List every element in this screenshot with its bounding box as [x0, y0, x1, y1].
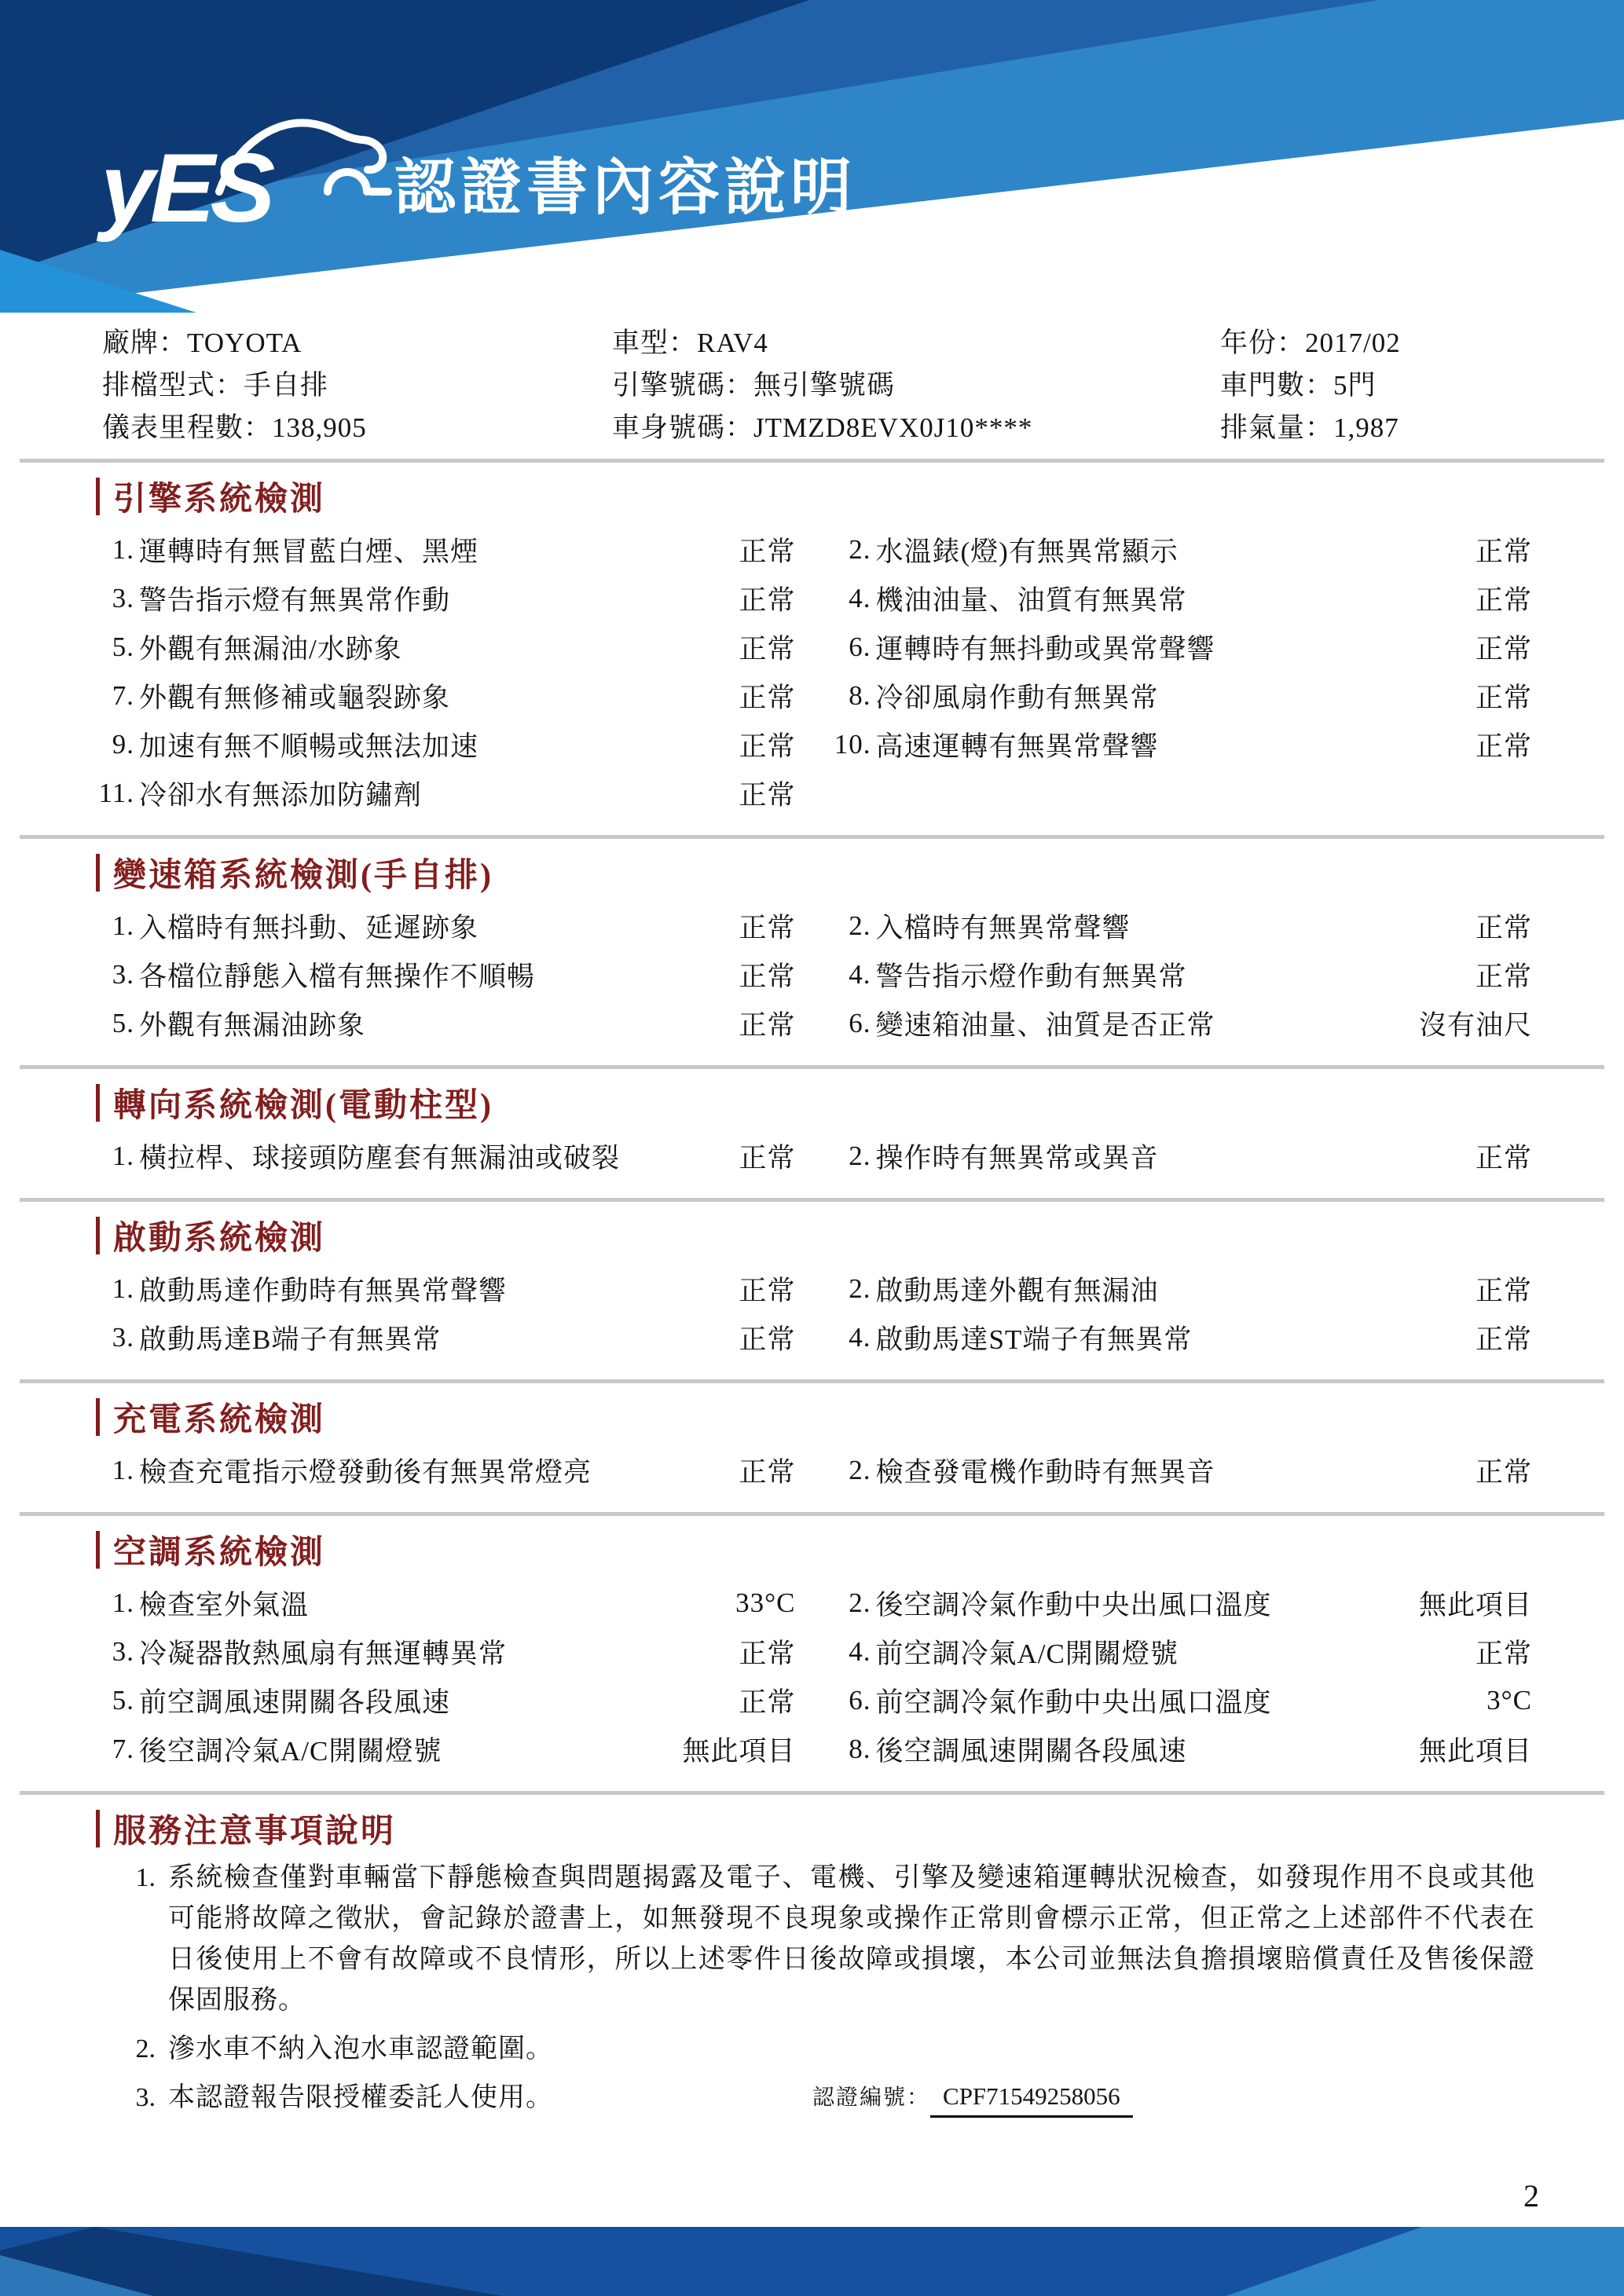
item-label: 警告指示燈作動有無異常 — [875, 961, 1187, 992]
check-item — [796, 1725, 1533, 1774]
section-divider — [20, 1791, 1604, 1795]
vehicle-info-field — [1220, 407, 1624, 449]
item-label: 高速運轉有無異常聲響 — [875, 731, 1159, 762]
check-item — [59, 525, 796, 574]
section-header — [96, 1216, 1624, 1255]
check-item — [796, 999, 1533, 1048]
item-status: 正常 — [1475, 913, 1532, 943]
item-status: 正常 — [1475, 683, 1532, 713]
section-header — [96, 1083, 1624, 1122]
vehicle-info-field — [612, 407, 1220, 449]
vehicle-info-label: 廠牌： — [102, 328, 188, 358]
section-divider — [20, 835, 1604, 839]
item-number: 6. — [849, 632, 871, 662]
section-title: 轉向系統檢測(電動柱型) — [113, 1088, 493, 1124]
check-item — [796, 1628, 1533, 1676]
item-number: 8. — [849, 1734, 871, 1764]
note-text: 本認證報告限授權委託人使用。 — [168, 2083, 553, 2112]
item-label: 外觀有無修補或龜裂跡象 — [139, 683, 451, 713]
item-label: 後空調冷氣作動中央出風口溫度 — [875, 1590, 1272, 1620]
item-label: 機油油量、油質有無異常 — [875, 585, 1187, 616]
item-label: 運轉時有無冒藍白煙、黑煙 — [139, 536, 479, 567]
check-item — [796, 525, 1533, 574]
check-item — [59, 999, 796, 1048]
vehicle-info-label: 引擎號碼： — [612, 370, 754, 401]
check-item — [59, 1725, 796, 1774]
item-status: 正常 — [1475, 536, 1532, 567]
vehicle-info-value: 手自排 — [244, 370, 329, 401]
item-number: 5. — [112, 1685, 134, 1716]
item-number: 1. — [112, 1141, 134, 1171]
check-item — [796, 950, 1533, 999]
certificate-number-value: CPF71549258056 — [930, 2078, 1133, 2118]
section-divider — [20, 1512, 1604, 1516]
check-item — [59, 720, 796, 769]
check-items — [0, 1440, 1624, 1501]
page-footer — [0, 2227, 1624, 2296]
vehicle-info-field — [102, 364, 612, 407]
check-item — [796, 1132, 1533, 1181]
item-status: 正常 — [739, 731, 796, 762]
service-notes-list — [0, 1851, 1624, 2118]
item-status: 沒有油尺 — [1418, 1010, 1532, 1041]
service-note — [110, 2078, 1553, 2118]
item-number: 2. — [849, 1141, 871, 1171]
section-header — [96, 1809, 1624, 1848]
vehicle-info — [0, 314, 1624, 449]
item-number: 11. — [98, 778, 134, 808]
item-number: 9. — [112, 729, 134, 760]
item-label: 水溫錶(燈)有無異常顯示 — [875, 536, 1179, 567]
item-status: 無此項目 — [1418, 1590, 1532, 1620]
item-number: 6. — [849, 1685, 871, 1716]
vehicle-info-value: 1,987 — [1333, 412, 1399, 443]
vehicle-info-label: 車身號碼： — [612, 412, 754, 443]
check-item — [796, 720, 1533, 769]
item-number: 3. — [112, 583, 134, 613]
check-item — [796, 1313, 1533, 1362]
page-header — [0, 0, 1624, 313]
section-title: 啟動系統檢測 — [113, 1221, 326, 1257]
item-number: 2. — [849, 1273, 871, 1304]
item-label: 冷凝器散熱風扇有無運轉異常 — [139, 1639, 508, 1669]
item-number: 4. — [849, 1636, 871, 1667]
note-text: 系統檢查僅對車輛當下靜態檢查與問題揭露及電子、電機、引擎及變速箱運轉狀況檢查，如發現作用不良或其他可能將故障之徵狀，會記錄於證書上，如無發現不良現象或操作正常則會標示正常，但正常之上述部件不代表在日後使用上不會有故障或不良情形，所以上述零件日後故障或損壞，本公司並無法負擔損壞賠償責任及售後保證保固服務。 — [168, 1863, 1535, 2015]
vehicle-info-field — [1220, 322, 1624, 364]
check-item — [796, 902, 1533, 950]
item-status: 正常 — [1475, 634, 1532, 665]
item-label: 運轉時有無抖動或異常聲響 — [875, 634, 1215, 665]
vehicle-info-field — [612, 364, 1220, 407]
check-items — [0, 1258, 1624, 1368]
item-number: 2. — [849, 1587, 871, 1618]
item-label: 變速箱油量、油質是否正常 — [875, 1010, 1215, 1041]
item-label: 入檔時有無異常聲響 — [875, 913, 1131, 943]
vehicle-info-label: 排氣量： — [1220, 412, 1334, 443]
vehicle-info-label: 儀表里程數： — [102, 412, 273, 443]
vehicle-info-label: 年份： — [1220, 328, 1306, 358]
section-title: 服務注意事項說明 — [113, 1814, 397, 1850]
item-status: 正常 — [739, 780, 796, 811]
section-title: 引擎系統檢測 — [113, 482, 326, 518]
item-number: 3. — [112, 1322, 134, 1353]
item-label: 加速有無不順暢或無法加速 — [139, 731, 479, 762]
note-text: 滲水車不納入泡水車認證範圍。 — [168, 2034, 553, 2063]
item-label: 前空調冷氣作動中央出風口溫度 — [875, 1687, 1272, 1718]
check-items — [0, 1573, 1624, 1780]
item-label: 冷卻水有無添加防鏽劑 — [139, 780, 423, 811]
check-item — [796, 1446, 1533, 1495]
check-section — [0, 1530, 1624, 1795]
section-header — [96, 477, 1624, 516]
vehicle-info-column — [612, 322, 1220, 449]
item-label: 前空調冷氣A/C開關燈號 — [875, 1639, 1179, 1669]
check-item — [59, 623, 796, 672]
check-item — [796, 623, 1533, 672]
page-title: 認證書內容說明 — [394, 152, 857, 222]
item-label: 檢查充電指示燈發動後有無異常燈亮 — [139, 1457, 592, 1488]
item-number: 4. — [849, 1322, 871, 1353]
vehicle-info-value: 2017/02 — [1305, 328, 1401, 358]
item-number: 6. — [849, 1008, 871, 1038]
item-label: 入檔時有無抖動、延遲跡象 — [139, 913, 479, 943]
check-item — [796, 574, 1533, 623]
vehicle-info-value: 5門 — [1333, 370, 1377, 401]
check-item — [59, 1579, 796, 1628]
item-label: 啟動馬達作動時有無異常聲響 — [139, 1276, 508, 1306]
item-status: 正常 — [739, 1639, 796, 1669]
item-number: 7. — [112, 1734, 134, 1764]
check-section — [0, 853, 1624, 1069]
item-number: 2. — [849, 534, 871, 565]
item-label: 啟動馬達B端子有無異常 — [139, 1324, 442, 1355]
certificate-number-group — [812, 2078, 1133, 2118]
vehicle-info-field — [102, 322, 612, 364]
item-status: 正常 — [739, 536, 796, 567]
item-status: 正常 — [1475, 961, 1532, 992]
item-label: 各檔位靜態入檔有無操作不順暢 — [139, 961, 536, 992]
check-item — [59, 1446, 796, 1495]
check-item — [59, 769, 796, 818]
footer-background-shapes — [0, 2227, 1624, 2296]
item-label: 警告指示燈有無異常作動 — [139, 585, 451, 616]
check-item — [59, 574, 796, 623]
vehicle-info-value: 138,905 — [272, 412, 367, 443]
item-label: 檢查室外氣溫 — [139, 1590, 310, 1620]
section-marker — [96, 1217, 100, 1254]
vehicle-info-column — [102, 322, 612, 449]
check-item — [59, 1265, 796, 1313]
item-label: 後空調風速開關各段風速 — [875, 1736, 1187, 1767]
section-divider — [20, 1379, 1604, 1383]
vehicle-info-label: 車門數： — [1220, 370, 1334, 401]
section-header — [96, 1530, 1624, 1569]
section-divider — [20, 1198, 1604, 1202]
item-label: 啟動馬達ST端子有無異常 — [875, 1324, 1193, 1355]
item-number: 3. — [112, 1636, 134, 1667]
check-item — [59, 1628, 796, 1676]
item-status: 正常 — [739, 1687, 796, 1718]
check-item — [796, 672, 1533, 720]
item-number: 1. — [112, 910, 134, 941]
item-label: 後空調冷氣A/C開關燈號 — [139, 1736, 442, 1767]
check-items — [0, 895, 1624, 1054]
certificate-number-label: 認證編號： — [812, 2085, 931, 2110]
item-status: 正常 — [739, 585, 796, 616]
item-number: 5. — [112, 632, 134, 662]
check-sections — [0, 477, 1624, 1795]
check-item — [59, 672, 796, 720]
item-number: 2. — [849, 910, 871, 941]
check-item — [796, 1265, 1533, 1313]
item-status: 正常 — [739, 1276, 796, 1306]
section-marker — [96, 1084, 100, 1122]
item-number: 5. — [112, 1008, 134, 1038]
vehicle-info-label: 排檔型式： — [102, 370, 244, 401]
item-number: 7. — [112, 680, 134, 711]
item-number: 1. — [112, 1273, 134, 1304]
vehicle-info-value: RAV4 — [697, 328, 768, 358]
check-item — [796, 1579, 1533, 1628]
section-marker — [96, 1398, 100, 1436]
item-number: 3. — [112, 959, 134, 990]
item-label: 操作時有無異常或異音 — [875, 1143, 1159, 1174]
page-number: 2 — [1523, 2178, 1539, 2214]
item-status: 無此項目 — [682, 1736, 796, 1767]
item-status: 正常 — [1475, 1324, 1532, 1355]
item-status: 正常 — [1475, 585, 1532, 616]
item-number: 1. — [112, 1455, 134, 1485]
section-marker — [96, 1531, 100, 1569]
check-item — [59, 1676, 796, 1725]
check-section — [0, 1216, 1624, 1383]
item-label: 冷卻風扇作動有無異常 — [875, 683, 1159, 713]
service-notes-section — [0, 1809, 1624, 2118]
check-section — [0, 1397, 1624, 1516]
item-status: 正常 — [1475, 1639, 1532, 1669]
check-section — [0, 1083, 1624, 1202]
check-item — [59, 1313, 796, 1362]
section-marker — [96, 854, 100, 892]
item-label: 橫拉桿、球接頭防塵套有無漏油或破裂 — [139, 1143, 621, 1174]
section-title: 充電系統檢測 — [113, 1402, 326, 1438]
content — [0, 314, 1624, 2126]
item-status: 正常 — [739, 913, 796, 943]
service-note — [110, 2029, 1553, 2070]
section-header — [96, 1397, 1624, 1437]
item-label: 前空調風速開關各段風速 — [139, 1687, 451, 1718]
section-title: 空調系統檢測 — [113, 1535, 326, 1571]
check-items — [0, 519, 1624, 824]
section-header — [96, 853, 1624, 892]
vehicle-info-field — [102, 407, 612, 449]
divider — [20, 459, 1604, 463]
item-label: 外觀有無漏油/水跡象 — [139, 634, 402, 665]
item-status: 正常 — [739, 961, 796, 992]
check-item — [59, 950, 796, 999]
item-status: 正常 — [739, 683, 796, 713]
item-status: 正常 — [739, 1010, 796, 1041]
item-status: 正常 — [1475, 1143, 1532, 1174]
vehicle-info-field — [1220, 364, 1624, 407]
item-status: 正常 — [739, 634, 796, 665]
item-number: 4. — [849, 583, 871, 613]
item-label: 外觀有無漏油跡象 — [139, 1010, 366, 1041]
item-status: 正常 — [739, 1143, 796, 1174]
item-number: 1. — [112, 1587, 134, 1618]
item-number: 2. — [849, 1455, 871, 1485]
note-number: 1. — [135, 1863, 156, 1892]
section-marker — [96, 1810, 100, 1847]
item-status: 正常 — [1475, 1457, 1532, 1488]
section-title: 變速箱系統檢測(手自排) — [113, 858, 493, 894]
item-number: 10. — [834, 729, 871, 760]
vehicle-info-field — [612, 322, 1220, 364]
item-number: 1. — [112, 534, 134, 565]
yes-logo — [101, 93, 383, 242]
service-note — [110, 1858, 1553, 2021]
item-number: 4. — [849, 959, 871, 990]
check-item — [59, 902, 796, 950]
item-label: 檢查發電機作動時有無異音 — [875, 1457, 1215, 1488]
check-section — [0, 477, 1624, 839]
vehicle-info-label: 車型： — [612, 328, 698, 358]
item-status: 正常 — [739, 1324, 796, 1355]
section-divider — [20, 1065, 1604, 1069]
item-status: 正常 — [739, 1457, 796, 1488]
logo-text: yES — [101, 134, 271, 243]
check-item — [796, 1676, 1533, 1725]
section-marker — [96, 478, 100, 515]
note-number: 3. — [135, 2083, 156, 2112]
vehicle-info-value: JTMZD8EVX0J10**** — [753, 412, 1033, 443]
item-status: 33°C — [735, 1587, 796, 1618]
check-items — [0, 1126, 1624, 1187]
note-number: 2. — [135, 2034, 156, 2063]
item-status: 正常 — [1475, 1276, 1532, 1306]
check-item — [59, 1132, 796, 1181]
item-number: 8. — [849, 680, 871, 711]
item-status: 3°C — [1487, 1685, 1532, 1716]
vehicle-info-value: 無引擎號碼 — [753, 370, 896, 401]
vehicle-info-value: TOYOTA — [187, 328, 302, 358]
item-label: 啟動馬達外觀有無漏油 — [875, 1276, 1159, 1306]
item-status: 無此項目 — [1418, 1736, 1532, 1767]
item-status: 正常 — [1475, 731, 1532, 762]
vehicle-info-column — [1220, 322, 1624, 449]
